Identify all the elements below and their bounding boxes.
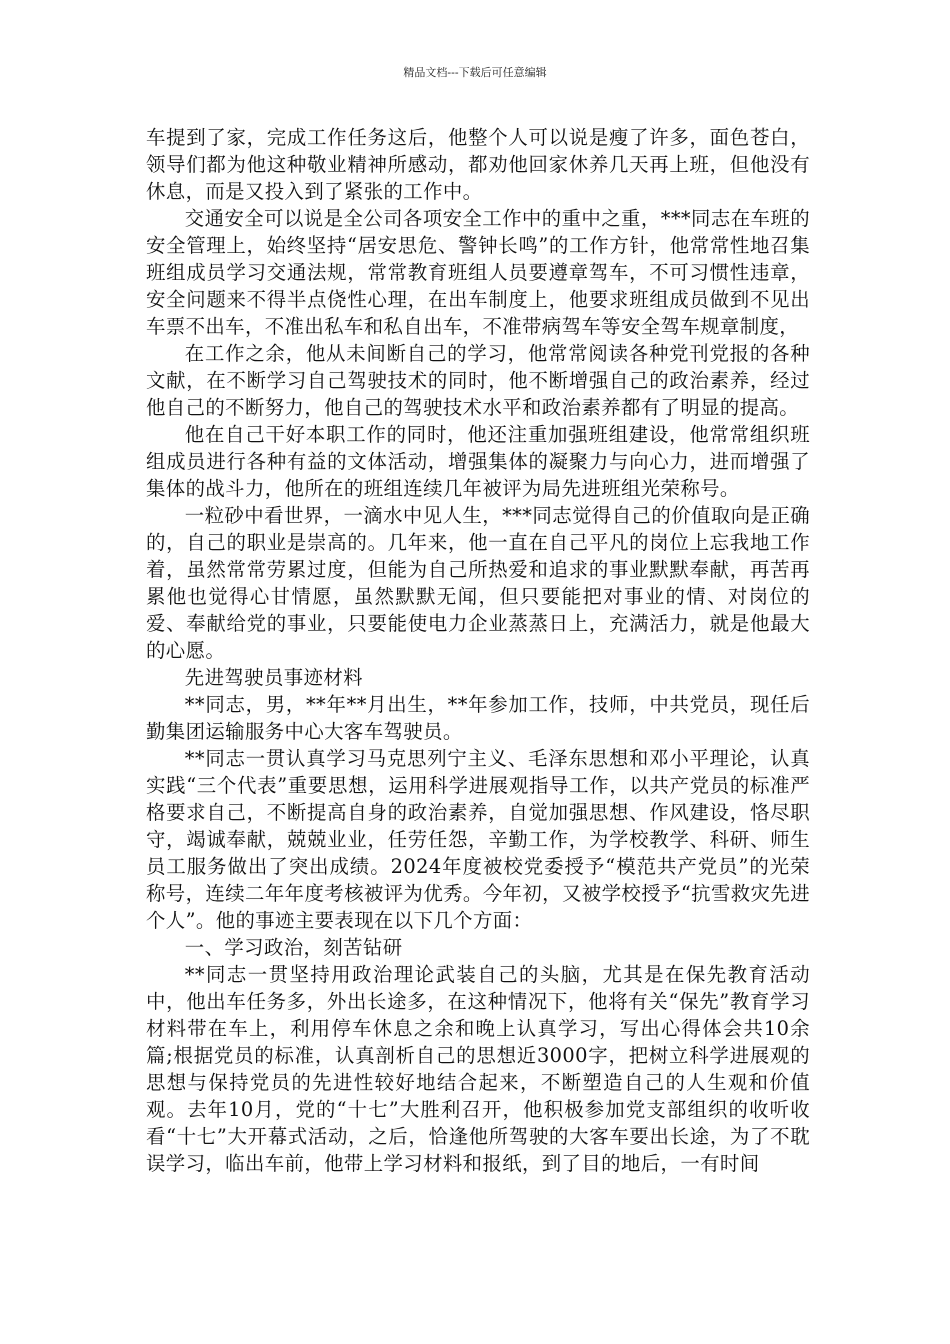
paragraph-5: 一粒砂中看世界，一滴水中见人生，***同志觉得自己的价值取向是正确的，自己的职业是崇高的。几年来，他一直在自己平凡的岗位上忘我地工作着，虽然常常劳累过度，但能为自己所热爱和追求的事业默默奉献，再苦再累他也觉得心甘情愿，虽然默默无闻，但只要能把对事业的情、对岗位的爱、奉献给党的事业，只要能使电力企业蒸蒸日上，充满活力，就是他最大的心愿。 [146, 504, 810, 662]
paragraph-summary: **同志一贯认真学习马克思列宁主义、毛泽东思想和邓小平理论，认真实践“三个代表”重要思想，运用科学进展观指导工作，以共产党员的标准严格要求自己，不断提高自身的政治素养，自觉加强思想、作风建设，恪尽职守，竭诚奉献，兢兢业业，任劳任怨，辛勤工作，为学校教学、科研、师生员工服务做出了突出成绩。2024年度被校党委授予“模范共产党员”的光荣称号，连续二年年度考核被评为优秀。今年初，又被学校授予“抗雪救灾先进个人”。他的事迹主要表现在以下几个方面： [146, 747, 810, 932]
paragraph-4: 他在自己干好本职工作的同时，他还注重加强班组建设，他常常组织班组成员进行各种有益的文体活动，增强集体的凝聚力与向心力，进而增强了集体的战斗力，他所在的班组连续几年被评为局先进班组光荣称号。 [146, 423, 810, 500]
section-heading-material: 先进驾驶员事迹材料 [184, 666, 363, 689]
paragraph-profile: **同志，男，**年**月出生，**年参加工作，技师，中共党员，现任后勤集团运输服务中心大客车驾驶员。 [146, 693, 810, 743]
paragraph-2: 交通安全可以说是全公司各项安全工作中的重中之重，***同志在车班的安全管理上，始终坚持“居安思危、警钟长鸣”的工作方针，他常常性地召集班组成员学习交通法规，常常教育班组人员要遵章驾车，不可习惯性违章，安全问题来不得半点侥性心理，在出车制度上，他要求班组成员做到不见出车票不出车，不准出私车和私自出车，不准带病驾车等安全驾车规章制度， [146, 207, 810, 338]
document-body [146, 124, 810, 1177]
section-heading-study: 一、学习政治，刻苦钻研 [184, 936, 403, 959]
paragraph-study: **同志一贯坚持用政治理论武装自己的头脑，尤其是在保先教育活动中，他出车任务多，外出长途多，在这种情况下，他将有关“保先”教育学习材料带在车上，利用停车休息之余和晚上认真学习，写出心得体会共10余篇;根据党员的标准，认真剖析自己的思想近3000字，把树立科学进展观的思想与保持党员的先进性较好地结合起来，不断塑造自己的人生观和价值观。去年10月，党的“十七”大胜利召开，他积极参加党支部组织的收听收看“十七”大开幕式活动，之后，恰逢他所驾驶的大客车要出长途，为了不耽误学习，临出车前，他带上学习材料和报纸，到了目的地后，一有时间 [146, 963, 810, 1175]
document-header-note: 精品文档---下载后可任意编辑 [403, 66, 547, 79]
paragraph-3: 在工作之余，他从未间断自己的学习，他常常阅读各种党刊党报的各种文献，在不断学习自己驾驶技术的同时，他不断增强自己的政治素养，经过他自己的不断努力，他自己的驾驶技术水平和政治素养都有了明显的提高。 [146, 342, 810, 419]
paragraph-1: 车提到了家，完成工作任务这后，他整个人可以说是瘦了许多，面色苍白，领导们都为他这种敬业精神所感动，都劝他回家休养几天再上班，但他没有休息，而是又投入到了紧张的工作中。 [146, 126, 810, 203]
